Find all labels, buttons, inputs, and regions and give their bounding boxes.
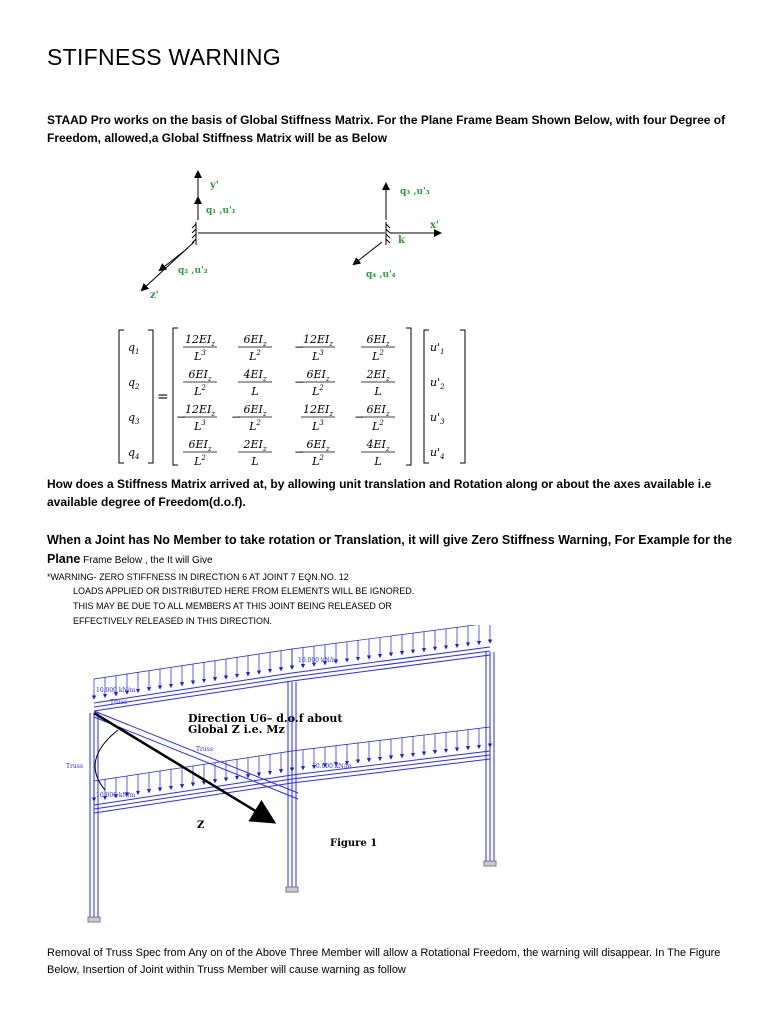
frame-figure bbox=[50, 625, 550, 930]
matrix-cell bbox=[294, 333, 335, 363]
cell-denominator: $L^2$ bbox=[372, 419, 384, 433]
cell-denominator: $L^2$ bbox=[372, 349, 384, 363]
cell-numerator: $12EI_z$ bbox=[302, 403, 334, 418]
cell-denominator: $L^3$ bbox=[194, 349, 206, 363]
cell-numerator: $6EI_z$ bbox=[188, 438, 212, 453]
beam-dof-figure bbox=[90, 150, 490, 310]
column-left bbox=[88, 713, 100, 922]
cell-denominator: L bbox=[251, 455, 259, 468]
matrix-cell bbox=[176, 403, 217, 433]
cell-numerator: $4EI_z$ bbox=[243, 368, 267, 383]
lhs-vector bbox=[128, 341, 140, 461]
warning-line-2: LOADS APPLIED OR DISTRIBUTED HERE FROM ELEMENTS WILL BE IGNORED. bbox=[73, 586, 415, 596]
matrix-cell bbox=[238, 333, 272, 363]
cell-numerator: $2EI_z$ bbox=[243, 438, 267, 453]
cell-sign: − bbox=[294, 445, 305, 459]
page-title: STIFNESS WARNING bbox=[47, 44, 281, 70]
cell-denominator: L bbox=[374, 385, 382, 398]
warning-line-3: THIS MAY BE DUE TO ALL MEMBERS AT THIS JOINT BEING RELEASED OR bbox=[73, 601, 392, 611]
cell-numerator: $6EI_z$ bbox=[306, 368, 330, 383]
question-paragraph: How does a Stiffness Matrix arrived at, by allowing unit translation and Rotation along or about the axes available i.e available degree of Freedom(d.o.f). bbox=[47, 477, 712, 509]
rhs-entry: $u'_4$ bbox=[430, 446, 445, 461]
matrix-bracket-left bbox=[173, 328, 178, 465]
x-axis-label: x' bbox=[430, 220, 440, 231]
cell-sign: − bbox=[176, 410, 187, 424]
load-label-2: 10.000 kN/m bbox=[298, 657, 338, 664]
matrix-cell bbox=[183, 368, 217, 398]
load-label-1: 10.000 kN/m bbox=[96, 687, 136, 694]
annotation-line-1: Direction U6– d.o.f about bbox=[188, 712, 343, 725]
truss-label-2: Truss bbox=[196, 746, 213, 753]
cell-denominator: $L^2$ bbox=[249, 419, 261, 433]
cell-denominator: $L^2$ bbox=[194, 384, 206, 398]
warning-line-1: *WARNING- ZERO STIFFNESS IN DIRECTION 6 AT JOINT 7 EQN.NO. 12 bbox=[47, 572, 349, 582]
cell-denominator: $L^2$ bbox=[312, 384, 324, 398]
cell-sign: − bbox=[294, 375, 305, 389]
cell-numerator: $6EI_z$ bbox=[243, 403, 267, 418]
stiffness-matrix bbox=[110, 325, 480, 470]
cell-denominator: $L^3$ bbox=[194, 419, 206, 433]
lhs-bracket-left bbox=[119, 330, 124, 463]
cell-denominator: $L^2$ bbox=[249, 349, 261, 363]
right-support-hatch bbox=[386, 222, 390, 245]
matrix-cell bbox=[231, 403, 272, 433]
truss-label-3: Truss bbox=[66, 763, 83, 770]
matrix-cell bbox=[238, 438, 272, 468]
explanation-paragraph bbox=[47, 531, 737, 570]
matrix-cell bbox=[238, 368, 272, 398]
q4-arrow bbox=[354, 242, 382, 264]
cell-denominator: L bbox=[374, 455, 382, 468]
node-k-label: k bbox=[398, 235, 405, 246]
z-label: Z bbox=[197, 820, 205, 831]
warning-details bbox=[73, 584, 414, 629]
matrix-cell bbox=[361, 333, 395, 363]
cell-sign: − bbox=[354, 410, 365, 424]
matrix-entries bbox=[176, 333, 395, 468]
rhs-bracket-right bbox=[460, 330, 465, 463]
matrix-cell bbox=[183, 438, 217, 468]
cell-denominator: $L^3$ bbox=[312, 419, 324, 433]
lhs-bracket-right bbox=[148, 330, 153, 463]
cell-numerator: $12EI_z$ bbox=[302, 333, 334, 348]
warning-line-4: EFFECTIVELY RELEASED IN THIS DIRECTION. bbox=[73, 616, 273, 626]
cell-denominator: $L^2$ bbox=[194, 454, 206, 468]
figure-caption: Figure 1 bbox=[330, 838, 378, 849]
intro-paragraph: STAAD Pro works on the basis of Global Stiffness Matrix. For the Plane Frame Beam Shown Below, with four Degree of Freedom, allowed,a Global Stiffness Matrix will be as Below bbox=[47, 113, 726, 145]
cell-numerator: $4EI_z$ bbox=[366, 438, 390, 453]
rhs-entry: $u'_2$ bbox=[430, 376, 445, 391]
cell-numerator: $6EI_z$ bbox=[366, 333, 390, 348]
q2-label: q₂ ,u'₂ bbox=[178, 266, 208, 276]
rhs-vector bbox=[430, 341, 445, 461]
lhs-entry: $q_1$ bbox=[128, 341, 140, 356]
y-axis-label: y' bbox=[210, 180, 219, 191]
load-label-3: 10.000 kN/m bbox=[312, 763, 352, 770]
cell-numerator: $12EI_z$ bbox=[184, 403, 216, 418]
matrix-cell bbox=[183, 333, 217, 363]
truss-label-1: Truss bbox=[110, 699, 127, 706]
cell-numerator: $6EI_z$ bbox=[243, 333, 267, 348]
matrix-cell bbox=[294, 438, 335, 468]
q4-label: q₄ ,u'₄ bbox=[366, 270, 396, 280]
cell-denominator: $L^2$ bbox=[312, 454, 324, 468]
cell-numerator: $2EI_z$ bbox=[366, 368, 390, 383]
explanation-main: When a Joint has No Member to take rotation or Translation, it will give Zero Stiffness Warning, For Example for the Plane bbox=[47, 533, 733, 566]
cell-numerator: $6EI_z$ bbox=[188, 368, 212, 383]
cell-sign: − bbox=[231, 410, 242, 424]
matrix-bracket-right bbox=[406, 328, 411, 465]
equals-sign: = bbox=[157, 389, 169, 405]
cell-numerator: $6EI_z$ bbox=[306, 438, 330, 453]
closing-paragraph: Removal of Truss Spec from Any on of the Above Three Member will allow a Rotational Freedom, the warning will disappear. In The Figure Below, Insertion of Joint within Truss Member will cause warning as follow bbox=[47, 947, 721, 976]
matrix-cell bbox=[354, 403, 395, 433]
rhs-entry: $u'_3$ bbox=[430, 411, 445, 426]
matrix-cell bbox=[294, 368, 335, 398]
cell-denominator: $L^3$ bbox=[312, 349, 324, 363]
load-label-4: 10.000 kN/m bbox=[96, 792, 136, 799]
matrix-cell bbox=[361, 438, 395, 468]
cell-numerator: $12EI_z$ bbox=[184, 333, 216, 348]
q1-label: q₁ ,u'₁ bbox=[206, 206, 236, 216]
cell-sign: − bbox=[294, 340, 305, 354]
z-axis-label: z' bbox=[150, 290, 159, 301]
rhs-entry: $u'_1$ bbox=[430, 341, 445, 356]
annotation-line-2: Global Z i.e. Mz bbox=[188, 723, 285, 736]
q3-label: q₃ ,u'₃ bbox=[400, 187, 430, 197]
lhs-entry: $q_3$ bbox=[128, 411, 140, 426]
lhs-entry: $q_2$ bbox=[128, 376, 140, 391]
explanation-small: Frame Below , the It will Give bbox=[80, 555, 213, 566]
cell-denominator: L bbox=[251, 385, 259, 398]
rotation-curve bbox=[95, 730, 118, 790]
lhs-entry: $q_4$ bbox=[128, 446, 140, 461]
left-support-hatch bbox=[192, 222, 196, 245]
matrix-cell bbox=[361, 368, 395, 398]
matrix-cell bbox=[301, 403, 335, 433]
cell-numerator: $6EI_z$ bbox=[366, 403, 390, 418]
rhs-bracket-left bbox=[424, 330, 429, 463]
